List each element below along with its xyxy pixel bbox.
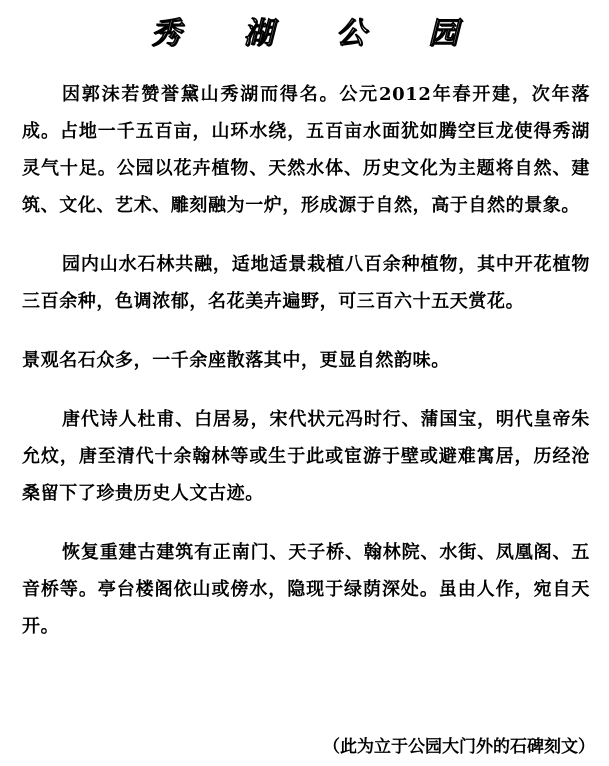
paragraph-history: 唐代诗人杜甫、白居易，宋代状元冯时行、蒲国宝，明代皇帝朱允炆，唐至清代十余翰林等或生于此或宦游于壁或避难寓居，历经沧桑留下了珍贵历史人文古迹。: [22, 409, 590, 504]
document-title: 秀 湖 公 园: [150, 16, 485, 51]
paragraph-stones: 景观名石众多，一千余座散落其中，更显自然韵味。: [22, 350, 450, 371]
paragraph-plants: 园内山水石林共融，适地适景栽植八百余种植物，其中开花植物三百余种，色调浓郁，名花美卉遍野，可三百六十五天赏花。: [22, 254, 590, 312]
document-body: [22, 76, 590, 667]
paragraph-origin: 因郭沫若赞誉黛山秀湖而得名。公元2012年春开建，次年落成。占地一千五百亩，山环水绕，五百亩水面犹如腾空巨龙使得秀湖灵气十足。公园以花卉植物、天然水体、历史文化为主题将自然、建筑、文化、艺术、雕刻融为一炉，形成源于自然，高于自然的景象。: [22, 84, 590, 216]
paragraph-architecture: 恢复重建古建筑有正南门、天子桥、翰林院、水街、凤凰阁、五音桥等。亭台楼阁依山或傍水，隐现于绿荫深处。虽由人作，宛自天开。: [22, 542, 590, 637]
source-note: （此为立于公园大门外的石碑刻文）: [323, 737, 595, 757]
